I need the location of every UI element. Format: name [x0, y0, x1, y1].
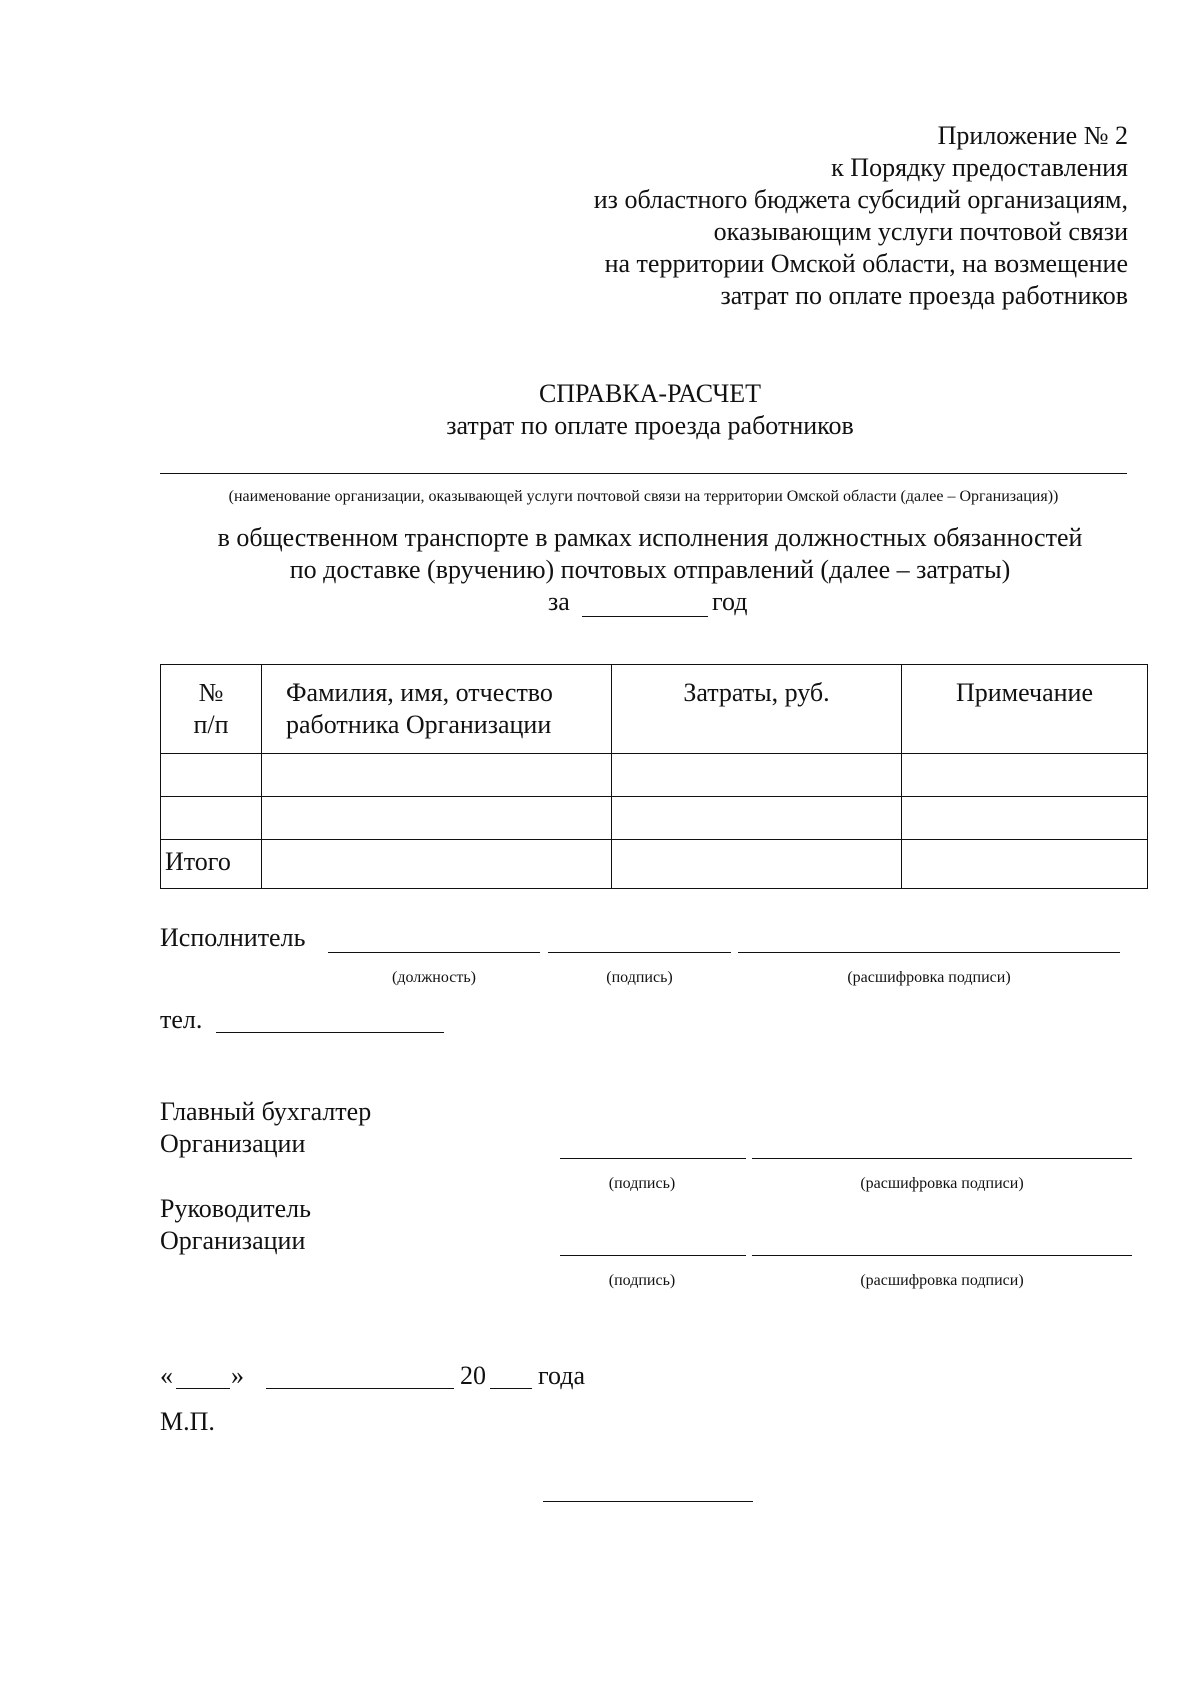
- head-label-line2: Организации: [160, 1226, 306, 1255]
- date-month-field[interactable]: [266, 1388, 454, 1389]
- chief-accountant-decoding-field[interactable]: [752, 1158, 1132, 1159]
- column-header-note-text: Примечание: [955, 678, 1094, 707]
- table-row: [161, 797, 1148, 840]
- table-total-row: [161, 840, 1148, 889]
- table-header-row: [161, 665, 1148, 754]
- column-header-number-line2: п/п: [193, 710, 229, 739]
- bottom-separator: [543, 1501, 753, 1502]
- document-subtitle: затрат по оплате проезда работников: [446, 411, 854, 440]
- year-prefix: за: [548, 587, 570, 616]
- table-cell-note[interactable]: [902, 797, 1148, 840]
- date-open-quote: «: [160, 1361, 173, 1390]
- organization-caption: (наименование организации, оказывающей услуги почтовой связи на территории Омской области (далее – Организация)): [228, 488, 1059, 505]
- column-header-note: [902, 665, 1148, 754]
- table-cell-note[interactable]: [902, 840, 1148, 889]
- chief-accountant-signature-caption: (подпись): [608, 1175, 676, 1192]
- appendix-line: на территории Омской области, на возмещение: [604, 249, 1128, 278]
- date-year-field[interactable]: [490, 1388, 532, 1389]
- phone-field[interactable]: [216, 1032, 444, 1033]
- executor-signature-field[interactable]: [548, 952, 731, 953]
- phone-label: тел.: [160, 1005, 203, 1034]
- table-cell-note[interactable]: [902, 754, 1148, 797]
- column-header-number: [161, 665, 262, 754]
- column-header-number-line1: №: [198, 678, 224, 707]
- executor-position-field[interactable]: [328, 952, 540, 953]
- date-day-field[interactable]: [176, 1388, 230, 1389]
- head-signature-caption: (подпись): [608, 1272, 676, 1289]
- table-cell-expenses[interactable]: [612, 797, 902, 840]
- appendix-line: Приложение № 2: [937, 121, 1128, 150]
- table-cell-expenses[interactable]: [612, 754, 902, 797]
- table-cell-expenses-total[interactable]: [612, 840, 902, 889]
- table-cell-fullname[interactable]: [262, 754, 612, 797]
- date-century: 20: [460, 1361, 486, 1390]
- executor-signature-caption: (подпись): [606, 969, 673, 986]
- purpose-line-2: по доставке (вручению) почтовых отправлений (далее – затраты): [289, 555, 1011, 584]
- appendix-line: из областного бюджета субсидий организациям,: [593, 185, 1128, 214]
- head-decoding-caption: (расшифровка подписи): [860, 1272, 1024, 1289]
- document-title: СПРАВКА-РАСЧЕТ: [538, 379, 762, 408]
- chief-accountant-label-line1: Главный бухгалтер: [160, 1097, 372, 1126]
- executor-decoding-field[interactable]: [738, 952, 1120, 953]
- organization-name-field[interactable]: [160, 473, 1127, 474]
- year-field[interactable]: [582, 616, 708, 617]
- total-label: Итого: [161, 840, 262, 889]
- purpose-line-1: в общественном транспорте в рамках исполнения должностных обязанностей: [217, 523, 1083, 552]
- chief-accountant-signature-field[interactable]: [560, 1158, 746, 1159]
- column-header-fullname-line1: Фамилия, имя, отчество: [286, 678, 553, 707]
- column-header-expenses: [612, 665, 902, 754]
- appendix-line: затрат по оплате проезда работников: [720, 281, 1128, 310]
- chief-accountant-label-line2: Организации: [160, 1129, 306, 1158]
- column-header-fullname: [262, 665, 612, 754]
- table-cell-fullname[interactable]: [262, 797, 612, 840]
- table-row: [161, 754, 1148, 797]
- head-label-line1: Руководитель: [160, 1194, 311, 1223]
- column-header-expenses-text: Затраты, руб.: [683, 678, 830, 707]
- chief-accountant-decoding-caption: (расшифровка подписи): [860, 1175, 1024, 1192]
- appendix-line: оказывающим услуги почтовой связи: [713, 217, 1128, 246]
- executor-label: Исполнитель: [160, 923, 306, 952]
- column-header-fullname-line2: работника Организации: [286, 710, 552, 739]
- head-signature-field[interactable]: [560, 1255, 746, 1256]
- date-suffix: года: [538, 1361, 586, 1390]
- table-cell-fullname[interactable]: [262, 840, 612, 889]
- stamp-label: М.П.: [160, 1407, 215, 1436]
- year-suffix: год: [712, 587, 748, 616]
- table-cell-number[interactable]: [161, 797, 262, 840]
- table-cell-number[interactable]: [161, 754, 262, 797]
- executor-decoding-caption: (расшифровка подписи): [847, 969, 1011, 986]
- executor-position-caption: (должность): [392, 969, 476, 986]
- date-close-quote: »: [231, 1361, 244, 1390]
- head-decoding-field[interactable]: [752, 1255, 1132, 1256]
- expenses-table: [160, 664, 1148, 889]
- appendix-line: к Порядку предоставления: [831, 153, 1128, 182]
